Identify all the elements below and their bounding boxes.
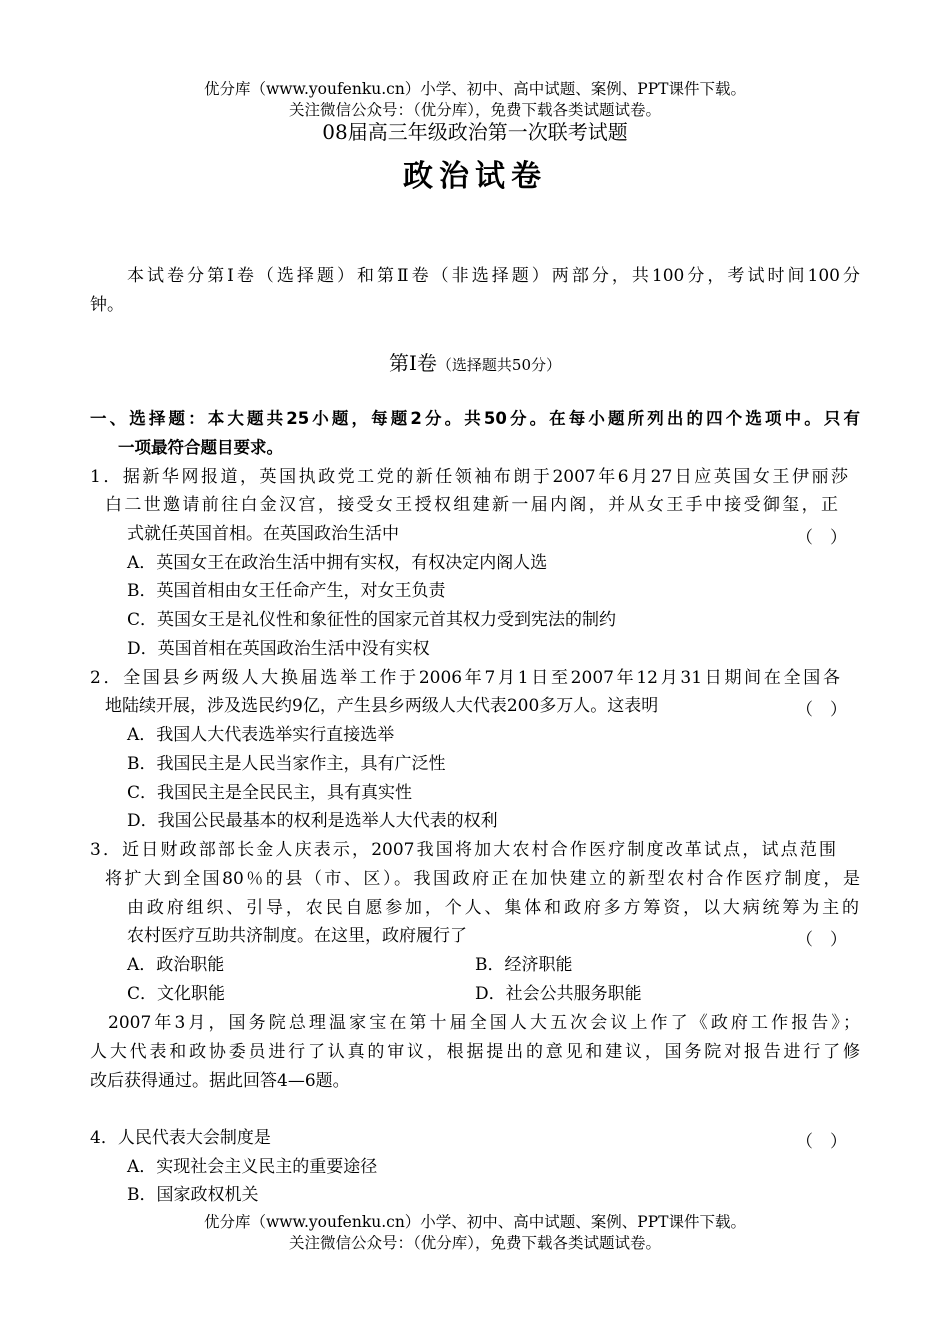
q1-option-b: B．英国首相由女王任命产生，对女王负责 <box>127 581 446 601</box>
passage-line-3: 改后获得通过。据此回答4—6题。 <box>90 1071 350 1091</box>
q3-option-b: B．经济职能 <box>475 955 573 975</box>
header-line-1: 优分库（www.youfenku.cn）小学、初中、高中试题、案例、PPT课件下载。 <box>203 80 747 98</box>
section-heading <box>0 352 950 376</box>
section-note: （选择题共50分） <box>436 356 561 374</box>
q3-line-1: 3．近日财政部部长金人庆表示，2007我国将加大农村合作医疗制度改革试点，试点范围 <box>90 840 836 860</box>
q2-option-b: B．我国民主是人民当家作主，具有广泛性 <box>127 754 446 774</box>
q1-option-a: A．英国女王在政治生活中拥有实权，有权决定内阁人选 <box>127 553 548 573</box>
q2-line-1: 2．全国县乡两级人大换届选举工作于2006年7月1日至2007年12月31日期间在全国各 <box>90 668 840 688</box>
q3-line-3: 由政府组织、引导，农民自愿参加，个人、集体和政府多方筹资，以大病统筹为主的 <box>127 898 859 918</box>
q1-line-3: 式就任英国首相。在英国政治生活中 <box>127 524 399 544</box>
instructions-line-1: 一、选择题：本大题共25小题，每题2分。共50分。在每小题所列出的四个选项中。只有 <box>90 409 860 428</box>
q4-stem: 4．人民代表大会制度是 <box>90 1128 271 1148</box>
intro-line-2: 钟。 <box>90 295 124 315</box>
q1-answer-paren: （ ） <box>796 528 847 548</box>
q2-option-a: A．我国人大代表选举实行直接选举 <box>127 725 395 745</box>
q1-line-2: 白二世邀请前往白金汉宫，接受女王授权组建新一届内阁，并从女王手中接受御玺，正 <box>105 495 838 515</box>
header-line-2: 关注微信公众号：（优分库），免费下载各类试题试卷。 <box>288 101 661 119</box>
passage-line-1: 2007年3月，国务院总理温家宝在第十届全国人大五次会议上作了《政府工作报告》； <box>108 1013 860 1033</box>
q2-option-c: C．我国民主是全民民主，具有真实性 <box>127 783 413 803</box>
intro-line-1: 本试卷分第Ⅰ卷（选择题）和第Ⅱ卷（非选择题）两部分，共100分，考试时间100分 <box>127 266 860 286</box>
q4-option-a: A．实现社会主义民主的重要途径 <box>127 1157 378 1177</box>
exam-subtitle: 08届高三年级政治第一次联考试题 <box>322 120 628 144</box>
q1-option-c: C．英国女王是礼仪性和象征性的国家元首其权力受到宪法的制约 <box>127 610 617 630</box>
footer-line-2: 关注微信公众号：（优分库），免费下载各类试题试卷。 <box>288 1234 661 1252</box>
q1-line-1: 1．据新华网报道，英国执政党工党的新任领袖布朗于2007年6月27日应英国女王伊丽莎 <box>90 467 848 487</box>
q3-line-2: 将扩大到全国80％的县（市、区）。我国政府正在加快建立的新型农村合作医疗制度，是 <box>105 869 860 889</box>
instructions-line-2: 一项最符合题目要求。 <box>118 438 283 457</box>
q2-option-d: D．我国公民最基本的权利是选举人大代表的权利 <box>127 811 498 831</box>
q2-answer-paren: （ ） <box>796 700 847 720</box>
q3-line-4: 农村医疗互助共济制度。在这里，政府履行了 <box>127 926 467 946</box>
footer-line-1: 优分库（www.youfenku.cn）小学、初中、高中试题、案例、PPT课件下载。 <box>203 1213 747 1231</box>
q3-option-c: C．文化职能 <box>127 984 226 1004</box>
q3-answer-paren: （ ） <box>796 930 847 950</box>
q3-option-d: D．社会公共服务职能 <box>475 984 642 1004</box>
q1-option-d: D．英国首相在英国政治生活中没有实权 <box>127 639 430 659</box>
q2-line-2: 地陆续开展，涉及选民约9亿，产生县乡两级人大代表200多万人。这表明 <box>105 696 659 716</box>
exam-title: 政治试卷 <box>403 159 547 194</box>
q3-option-a: A．政治职能 <box>127 955 225 975</box>
q4-option-b: B．国家政权机关 <box>127 1185 259 1205</box>
section-title: 第Ⅰ卷 <box>389 351 437 375</box>
passage-line-2: 人大代表和政协委员进行了认真的审议，根据提出的意见和建议，国务院对报告进行了修 <box>90 1042 860 1062</box>
q4-answer-paren: （ ） <box>796 1132 847 1152</box>
